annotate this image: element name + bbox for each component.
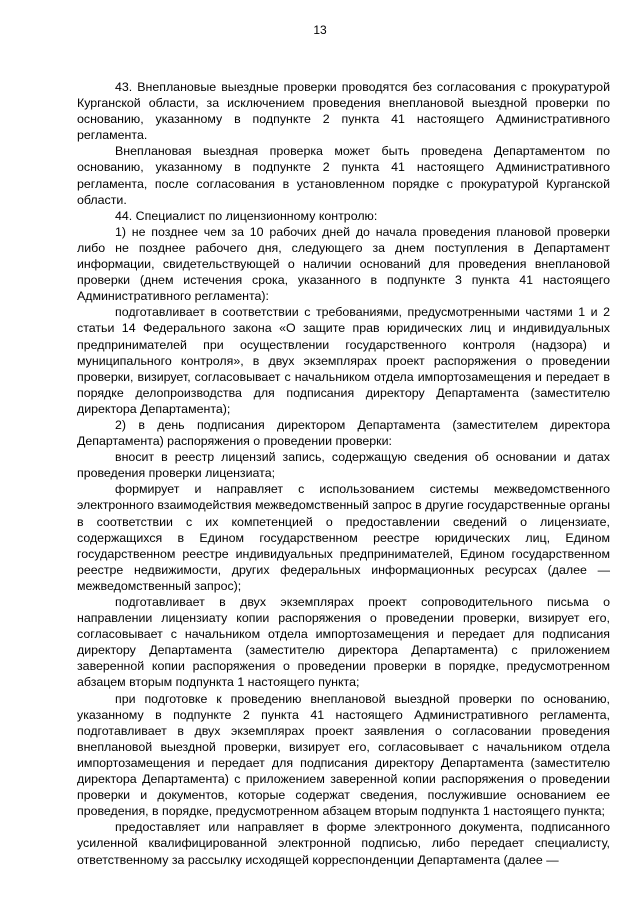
paragraph: предоставляет или направляет в форме электронного документа, подписанного усиленной квалифицированной электронной подписью, либо передает специалисту, ответственному за рассылку исходящей корреспонденции Департамента (далее —: [77, 820, 610, 867]
paragraph: подготавливает в двух экземплярах проект сопроводительного письма о направлении лицензиату копии распоряжения о проведении проверки, визирует его, согласовывает с начальником отдела импортозамещения и передает для подписания директору Департамента (заместителю директора Департамента) с приложением заверенной копии распоряжения о проведении проверки в порядке, предусмотренном абзацем вторым подпункта 1 настоящего пункта;: [77, 595, 610, 690]
paragraph: 1) не позднее чем за 10 рабочих дней до начала проведения плановой проверки либо не позднее рабочего дня, следующего за днем поступления в Департамент информации, свидетельствующей о наличии оснований для проведения внеплановой проверки (днем истечения срока, указанного в подпункте 3 пункта 41 настоящего Административного регламента):: [77, 224, 610, 304]
paragraph: подготавливает в соответствии с требованиями, предусмотренными частями 1 и 2 статьи 14 Федерального закона «О защите прав юридических лиц и индивидуальных предпринимателей при осуществлении государственного контроля (надзора) и муниципального контроля», в двух экземплярах проект распоряжения о проведении проверки, визирует, согласовывает с начальником отдела импортозамещения и передает в порядке делопроизводства для подписания директору Департамента (заместителю директора Департамента);: [77, 305, 610, 416]
paragraph: Внеплановая выездная проверка может быть проведена Департаментом по основанию, указанному в подпункте 2 пункта 41 настоящего Административного регламента, после согласования в установленном порядке с прокуратурой Курганской области.: [77, 144, 610, 207]
paragraph: вносит в реестр лицензий запись, содержащую сведения об основании и датах проведения проверки лицензиата;: [77, 450, 610, 481]
paragraph: 43. Внеплановые выездные проверки проводятся без согласования с прокуратурой Курганской области, за исключением проведения внеплановой выездной проверки по основанию, указанному в подпункте 2 пункта 41 настоящего Административного регламента.: [77, 80, 610, 143]
paragraph: при подготовке к проведению внеплановой выездной проверки по основанию, указанному в подпункте 2 пункта 41 настоящего Административного регламента, подготавливает в двух экземплярах проект заявления о согласовании проведения внеплановой выездной проверки, визирует его, согласовывает с начальником отдела импортозамещения и передает для подписания директору Департамента (заместителю директора Департамента) с приложением заверенной копии распоряжения о проведении проверки и документов, которые содержат сведения, послужившие основанием ее проведения, в порядке, предусмотренном абзацем вторым подпункта 1 настоящего пункта;: [77, 691, 610, 819]
document-body: [77, 79, 610, 868]
paragraph: 2) в день подписания директором Департамента (заместителем директора Департамента) распоряжения о проведении проверки:: [77, 417, 610, 449]
paragraph: формирует и направляет с использованием системы межведомственного электронного взаимодействия межведомственный запрос в другие государственные органы в соответствии с их компетенцией о предоставлении сведений о лицензиате, содержащихся в Едином государственном реестре юридических лиц, Едином государственном реестре индивидуальных предпринимателей, Едином государственном реестре недвижимости, других федеральных информационных ресурсах (далее — межведомственный запрос);: [77, 482, 611, 593]
page-number: 13: [313, 23, 327, 37]
paragraph: 44. Специалист по лицензионному контролю:: [115, 208, 378, 223]
